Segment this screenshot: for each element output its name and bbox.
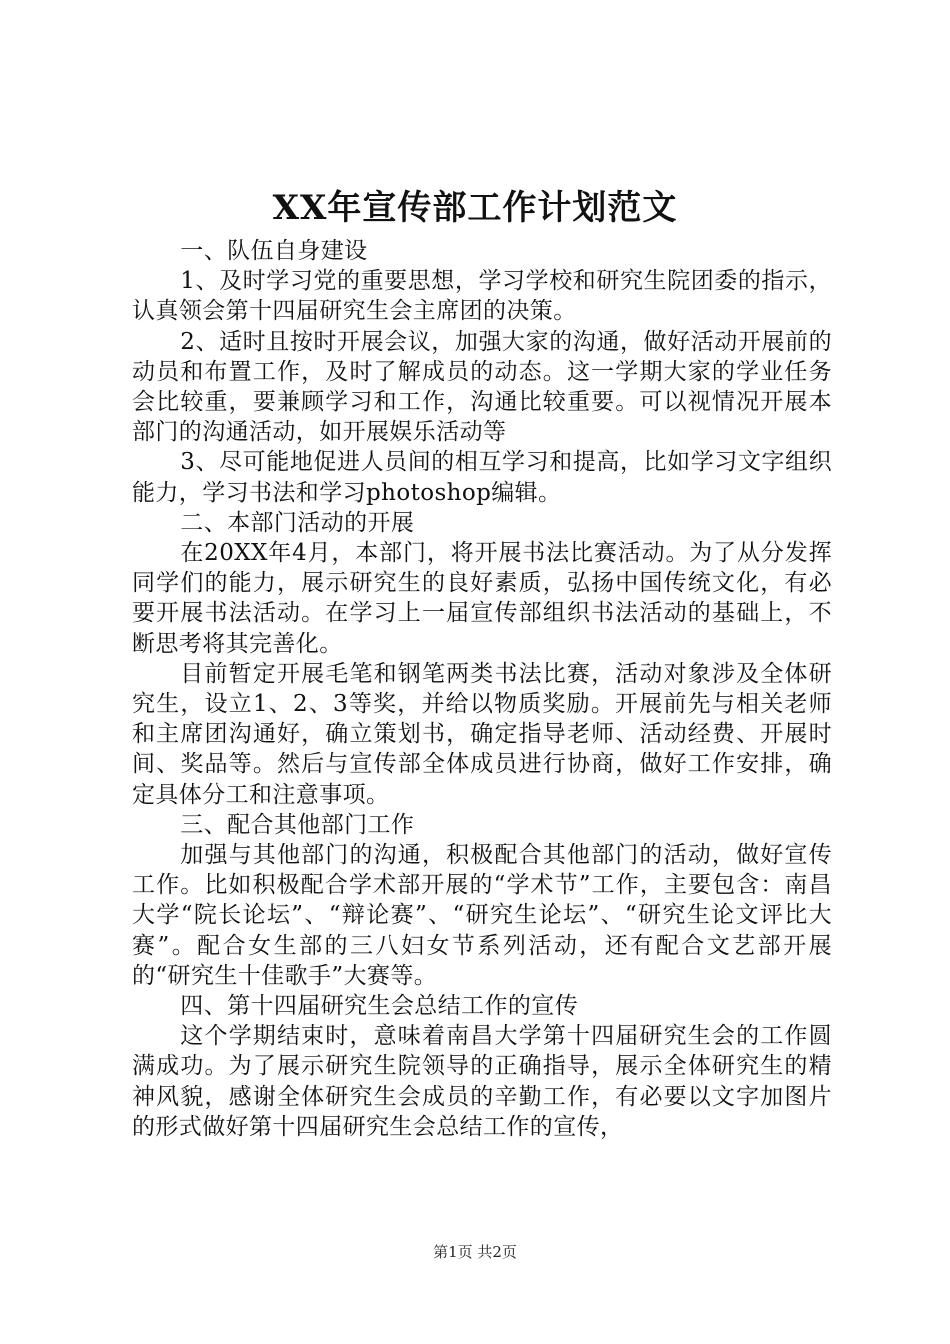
paragraph: 这个学期结束时，意味着南昌大学第十四届研究生会的工作圆满成功。为了展示研究生院领导的正确指导，展示全体研究生的精神风貌，感谢全体研究生会成员的辛勤工作，有必要以文字加图片的形式做好第十四届研究生会总结工作的宣传， [132, 1023, 832, 1140]
paragraph: 2、适时且按时开展会议，加强大家的沟通，做好活动开展前的动员和布置工作，及时了解成员的动态。这一学期大家的学业任务会比较重，要兼顾学习和工作，沟通比较重要。可以视情况开展本部门的沟通活动，如开展娱乐活动等 [132, 328, 832, 446]
section-heading-4: 四、第十四届研究生会总结工作的宣传 [180, 993, 579, 1020]
paragraph: 加强与其他部门的沟通，积极配合其他部门的活动，做好宣传工作。比如积极配合学术部开展的“学术节”工作，主要包含：南昌大学“院长论坛”、“辩论赛”、“研究生论坛”、“研究生论文评比大赛”。配合女生部的三八妇女节系列活动，还有配合文艺部开展的“研究生十佳歌手”大赛等。 [132, 842, 832, 989]
paragraph: 目前暂定开展毛笔和钢笔两类书法比赛，活动对象涉及全体研究生，设立1、2、3等奖，并给以物质奖励。开展前先与相关老师和主席团沟通好，确立策划书，确定指导老师、活动经费、开展时间、奖品等。然后与宣传部全体成员进行协商，做好工作安排，确定具体分工和注意事项。 [132, 660, 832, 808]
document-title: XX年宣传部工作计划范文 [272, 188, 678, 228]
paragraph: 在20XX年4月，本部门，将开展书法比赛活动。为了从分发挥同学们的能力，展示研究生的良好素质，弘扬中国传统文化，有必要开展书法活动。在学习上一届宣传部组织书法活动的基础上，不断思考将其完善化。 [132, 540, 832, 657]
section-heading-3: 三、配合其他部门工作 [180, 811, 415, 838]
document-body [132, 236, 832, 1142]
paragraph: 3、尽可能地促进人员间的相互学习和提高，比如学习文字组织能力，学习书法和学习photoshop编辑。 [132, 449, 832, 506]
section-heading-1: 一、队伍自身建设 [180, 238, 368, 264]
paragraph: 1、及时学习党的重要思想，学习学校和研究生院团委的指示，认真领会第十四届研究生会主席团的决策。 [132, 268, 832, 325]
page-footer: 第1页 共2页 [433, 1243, 517, 1261]
section-heading-2: 二、本部门活动的开展 [180, 509, 415, 536]
